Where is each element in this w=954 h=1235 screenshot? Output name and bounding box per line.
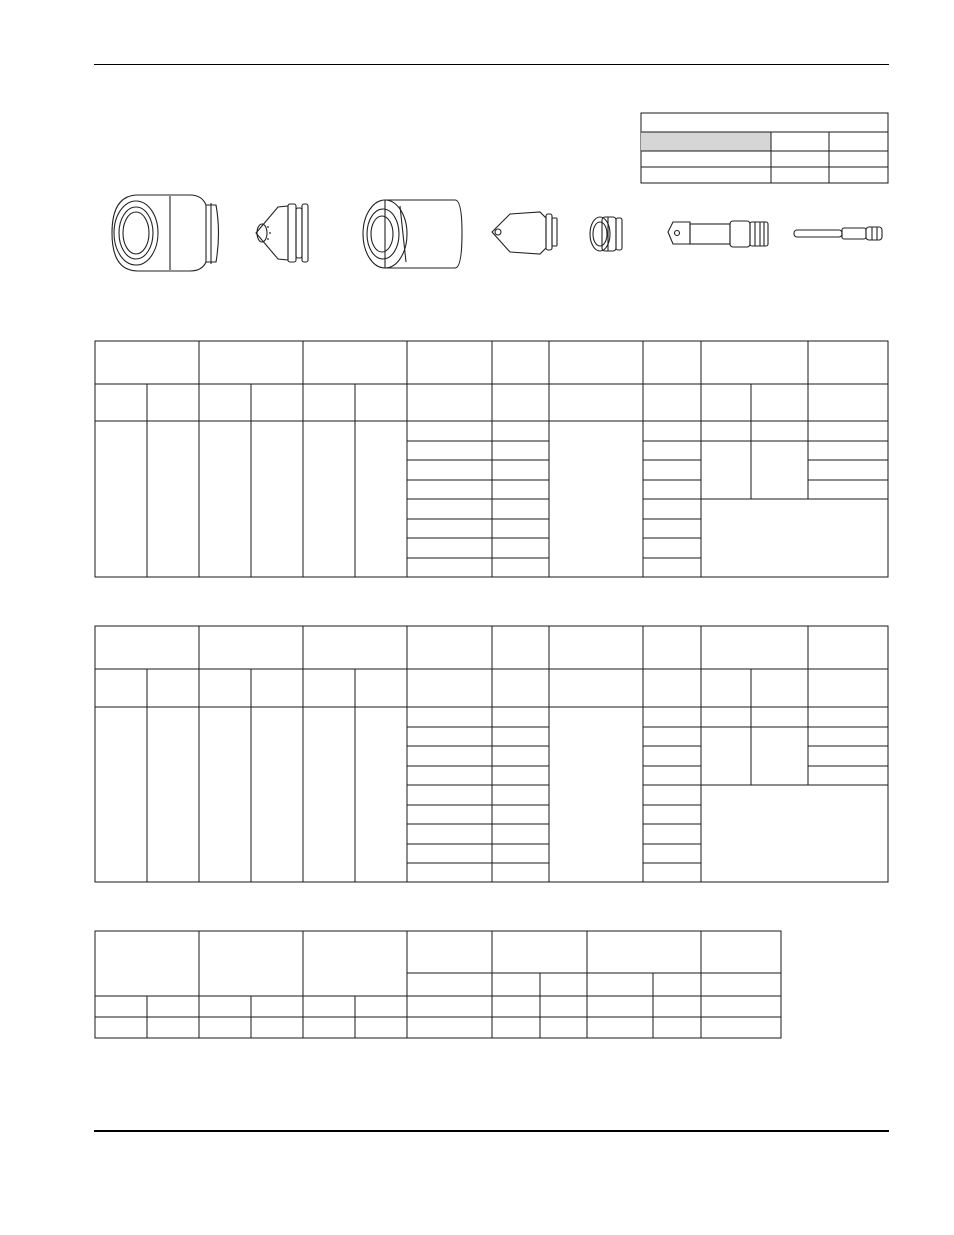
process-table-2 <box>95 626 888 882</box>
process-table-3 <box>95 931 781 1038</box>
water-tube-icon <box>794 227 882 240</box>
electrode-icon <box>668 221 768 247</box>
retaining-cap-icon <box>363 200 462 268</box>
process-table-1 <box>95 341 888 577</box>
legend-table <box>641 113 888 183</box>
consumable-parts <box>112 195 882 271</box>
nozzle-retaining-cap-icon <box>256 204 308 262</box>
nozzle-icon <box>492 212 557 254</box>
shield-icon <box>112 195 219 271</box>
swirl-ring-icon <box>590 217 622 251</box>
